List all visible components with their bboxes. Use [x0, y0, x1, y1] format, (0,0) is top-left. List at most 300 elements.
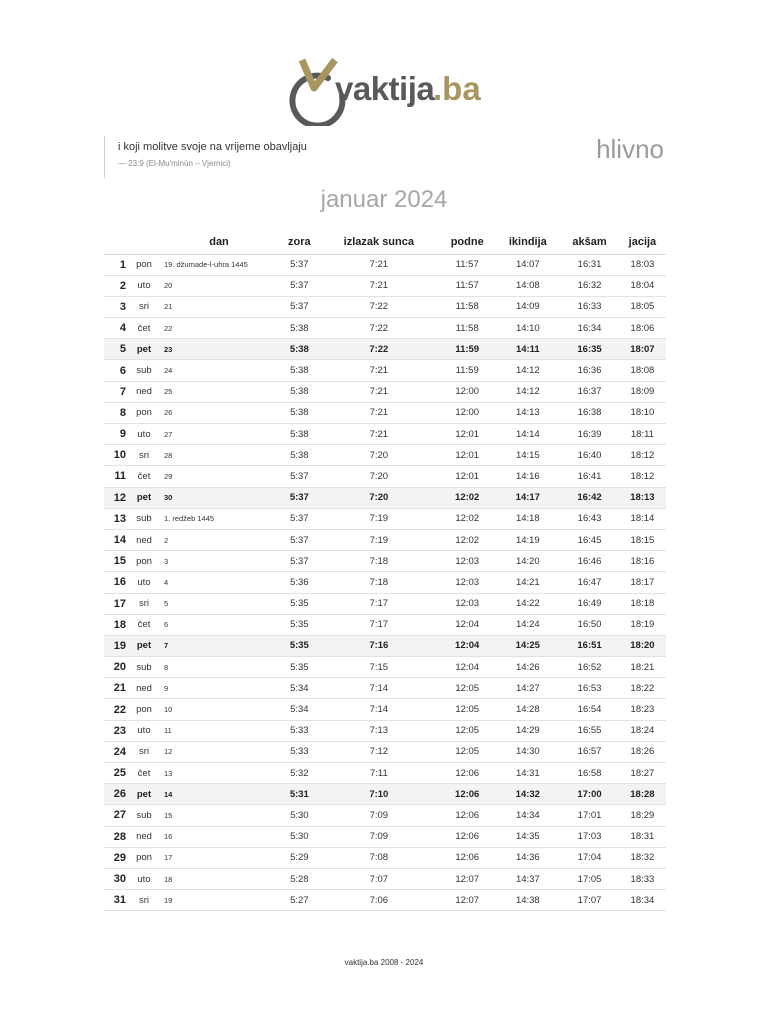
zora-time: 5:37	[280, 275, 319, 296]
vaktija-logo	[288, 56, 488, 126]
ikindija-time: 14:07	[495, 254, 560, 275]
zora-time: 5:30	[280, 805, 319, 826]
podne-time: 12:05	[439, 699, 495, 720]
day-number: 1	[104, 254, 130, 275]
table-row	[104, 720, 666, 741]
ikindija-time: 14:14	[495, 424, 560, 445]
hijri-date: 7	[158, 635, 280, 656]
podne-time: 11:57	[439, 254, 495, 275]
table-row	[104, 296, 666, 317]
weekday: uto	[130, 424, 158, 445]
jacija-time: 18:21	[619, 657, 666, 678]
weekday: čet	[130, 614, 158, 635]
day-number: 4	[104, 318, 130, 339]
ikindija-time: 14:34	[495, 805, 560, 826]
table-row	[104, 699, 666, 720]
ikindija-time: 14:30	[495, 741, 560, 762]
hijri-date: 22	[158, 318, 280, 339]
podne-time: 12:05	[439, 678, 495, 699]
jacija-time: 18:19	[619, 614, 666, 635]
izlazak-time: 7:13	[319, 720, 439, 741]
logo-suffix: .ba	[433, 70, 481, 107]
zora-time: 5:28	[280, 868, 319, 889]
zora-time: 5:31	[280, 784, 319, 805]
weekday: pet	[130, 635, 158, 656]
izlazak-time: 7:22	[319, 296, 439, 317]
zora-time: 5:37	[280, 296, 319, 317]
table-row	[104, 847, 666, 868]
table-row	[104, 275, 666, 296]
ikindija-time: 14:12	[495, 381, 560, 402]
ikindija-time: 14:19	[495, 529, 560, 550]
ikindija-time: 14:12	[495, 360, 560, 381]
hijri-date: 5	[158, 593, 280, 614]
aksam-time: 16:43	[560, 508, 619, 529]
weekday: ned	[130, 529, 158, 550]
ikindija-time: 14:09	[495, 296, 560, 317]
aksam-time: 16:52	[560, 657, 619, 678]
table-row	[104, 678, 666, 699]
hijri-date: 6	[158, 614, 280, 635]
table-row	[104, 657, 666, 678]
izlazak-time: 7:21	[319, 402, 439, 423]
ikindija-time: 14:16	[495, 466, 560, 487]
izlazak-time: 7:08	[319, 847, 439, 868]
zora-time: 5:35	[280, 657, 319, 678]
ikindija-time: 14:36	[495, 847, 560, 868]
aksam-time: 16:53	[560, 678, 619, 699]
weekday: sri	[130, 445, 158, 466]
podne-time: 12:02	[439, 508, 495, 529]
header-jacija: jacija	[619, 230, 666, 254]
hijri-date: 23	[158, 339, 280, 360]
ikindija-time: 14:25	[495, 635, 560, 656]
hijri-date: 21	[158, 296, 280, 317]
weekday: pet	[130, 784, 158, 805]
izlazak-time: 7:14	[319, 678, 439, 699]
table-row	[104, 635, 666, 656]
ikindija-time: 14:21	[495, 572, 560, 593]
table-row	[104, 763, 666, 784]
zora-time: 5:37	[280, 254, 319, 275]
table-row	[104, 487, 666, 508]
hijri-date: 12	[158, 741, 280, 762]
table-row	[104, 741, 666, 762]
zora-time: 5:33	[280, 741, 319, 762]
jacija-time: 18:18	[619, 593, 666, 614]
day-number: 13	[104, 508, 130, 529]
podne-time: 12:00	[439, 381, 495, 402]
jacija-time: 18:05	[619, 296, 666, 317]
zora-time: 5:35	[280, 635, 319, 656]
weekday: čet	[130, 763, 158, 784]
aksam-time: 17:00	[560, 784, 619, 805]
zora-time: 5:37	[280, 466, 319, 487]
ikindija-time: 14:29	[495, 720, 560, 741]
jacija-time: 18:26	[619, 741, 666, 762]
table-row	[104, 805, 666, 826]
zora-time: 5:38	[280, 402, 319, 423]
podne-time: 12:05	[439, 741, 495, 762]
aksam-time: 16:58	[560, 763, 619, 784]
hijri-date: 19. džumade-l-uhra 1445	[158, 254, 280, 275]
day-number: 18	[104, 614, 130, 635]
table-row	[104, 445, 666, 466]
aksam-time: 17:03	[560, 826, 619, 847]
day-number: 28	[104, 826, 130, 847]
podne-time: 11:57	[439, 275, 495, 296]
ikindija-time: 14:38	[495, 890, 560, 911]
izlazak-time: 7:18	[319, 572, 439, 593]
izlazak-time: 7:19	[319, 529, 439, 550]
weekday: sub	[130, 805, 158, 826]
jacija-time: 18:03	[619, 254, 666, 275]
weekday: sub	[130, 508, 158, 529]
day-number: 8	[104, 402, 130, 423]
day-number: 30	[104, 868, 130, 889]
day-number: 26	[104, 784, 130, 805]
table-row	[104, 339, 666, 360]
izlazak-time: 7:17	[319, 593, 439, 614]
day-number: 24	[104, 741, 130, 762]
hijri-date: 8	[158, 657, 280, 678]
hijri-date: 1. redžeb 1445	[158, 508, 280, 529]
table-row	[104, 402, 666, 423]
header-dan: dan	[158, 230, 280, 254]
header-day-number	[104, 230, 130, 254]
ikindija-time: 14:10	[495, 318, 560, 339]
aksam-time: 16:38	[560, 402, 619, 423]
hijri-date: 19	[158, 890, 280, 911]
ikindija-time: 14:27	[495, 678, 560, 699]
header-izlazak: izlazak sunca	[319, 230, 439, 254]
aksam-time: 16:45	[560, 529, 619, 550]
hijri-date: 13	[158, 763, 280, 784]
day-number: 16	[104, 572, 130, 593]
izlazak-time: 7:21	[319, 275, 439, 296]
zora-time: 5:34	[280, 678, 319, 699]
ikindija-time: 14:22	[495, 593, 560, 614]
jacija-time: 18:17	[619, 572, 666, 593]
table-row	[104, 890, 666, 911]
zora-time: 5:37	[280, 508, 319, 529]
hijri-date: 30	[158, 487, 280, 508]
aksam-time: 16:37	[560, 381, 619, 402]
weekday: ned	[130, 678, 158, 699]
podne-time: 12:03	[439, 572, 495, 593]
header-aksam: akšam	[560, 230, 619, 254]
podne-time: 11:59	[439, 339, 495, 360]
podne-time: 12:04	[439, 614, 495, 635]
weekday: sub	[130, 657, 158, 678]
day-number: 19	[104, 635, 130, 656]
jacija-time: 18:06	[619, 318, 666, 339]
quote-block	[104, 136, 307, 178]
zora-time: 5:37	[280, 551, 319, 572]
weekday: pon	[130, 551, 158, 572]
table-row	[104, 318, 666, 339]
day-number: 31	[104, 890, 130, 911]
jacija-time: 18:08	[619, 360, 666, 381]
podne-time: 12:06	[439, 784, 495, 805]
weekday: pet	[130, 487, 158, 508]
day-number: 12	[104, 487, 130, 508]
ikindija-time: 14:08	[495, 275, 560, 296]
podne-time: 12:07	[439, 868, 495, 889]
jacija-time: 18:28	[619, 784, 666, 805]
table-row	[104, 593, 666, 614]
podne-time: 12:06	[439, 826, 495, 847]
podne-time: 12:04	[439, 657, 495, 678]
hijri-date: 28	[158, 445, 280, 466]
izlazak-time: 7:15	[319, 657, 439, 678]
table-row	[104, 826, 666, 847]
izlazak-time: 7:16	[319, 635, 439, 656]
ikindija-time: 14:18	[495, 508, 560, 529]
quote-source: — 23:9 (El-Mu'minūn – Vjernici)	[118, 159, 231, 168]
hijri-date: 10	[158, 699, 280, 720]
jacija-time: 18:27	[619, 763, 666, 784]
logo-wordmark: vaktija	[335, 70, 435, 107]
aksam-time: 16:46	[560, 551, 619, 572]
footer-text: vaktija.ba 2008 - 2024	[344, 958, 424, 967]
zora-time: 5:36	[280, 572, 319, 593]
zora-time: 5:32	[280, 763, 319, 784]
ikindija-time: 14:31	[495, 763, 560, 784]
hijri-date: 2	[158, 529, 280, 550]
izlazak-time: 7:14	[319, 699, 439, 720]
zora-time: 5:38	[280, 424, 319, 445]
ikindija-time: 14:37	[495, 868, 560, 889]
table-row	[104, 466, 666, 487]
hijri-date: 3	[158, 551, 280, 572]
izlazak-time: 7:20	[319, 487, 439, 508]
jacija-time: 18:20	[619, 635, 666, 656]
podne-time: 12:00	[439, 402, 495, 423]
jacija-time: 18:10	[619, 402, 666, 423]
table-header-row	[104, 230, 666, 254]
hijri-date: 9	[158, 678, 280, 699]
zora-time: 5:37	[280, 529, 319, 550]
weekday: sri	[130, 890, 158, 911]
zora-time: 5:27	[280, 890, 319, 911]
table-row	[104, 784, 666, 805]
weekday: uto	[130, 720, 158, 741]
zora-time: 5:38	[280, 445, 319, 466]
day-number: 21	[104, 678, 130, 699]
table-body	[104, 254, 666, 911]
header-podne: podne	[439, 230, 495, 254]
day-number: 6	[104, 360, 130, 381]
hijri-date: 16	[158, 826, 280, 847]
podne-time: 12:06	[439, 847, 495, 868]
izlazak-time: 7:09	[319, 826, 439, 847]
podne-time: 12:01	[439, 466, 495, 487]
jacija-time: 18:31	[619, 826, 666, 847]
table-row	[104, 424, 666, 445]
table-row	[104, 254, 666, 275]
izlazak-time: 7:18	[319, 551, 439, 572]
day-number: 17	[104, 593, 130, 614]
weekday: uto	[130, 572, 158, 593]
podne-time: 11:58	[439, 296, 495, 317]
aksam-time: 16:54	[560, 699, 619, 720]
jacija-time: 18:09	[619, 381, 666, 402]
hijri-date: 25	[158, 381, 280, 402]
zora-time: 5:38	[280, 339, 319, 360]
day-number: 15	[104, 551, 130, 572]
podne-time: 12:02	[439, 487, 495, 508]
weekday: uto	[130, 868, 158, 889]
hijri-date: 27	[158, 424, 280, 445]
zora-time: 5:33	[280, 720, 319, 741]
aksam-time: 16:36	[560, 360, 619, 381]
jacija-time: 18:12	[619, 466, 666, 487]
city-name: hlivno	[596, 134, 664, 164]
hijri-date: 17	[158, 847, 280, 868]
zora-time: 5:38	[280, 381, 319, 402]
ikindija-time: 14:35	[495, 826, 560, 847]
weekday: sri	[130, 296, 158, 317]
aksam-time: 16:41	[560, 466, 619, 487]
podne-time: 11:58	[439, 318, 495, 339]
table-row	[104, 529, 666, 550]
day-number: 7	[104, 381, 130, 402]
table-row	[104, 360, 666, 381]
weekday: čet	[130, 466, 158, 487]
izlazak-time: 7:22	[319, 339, 439, 360]
jacija-time: 18:12	[619, 445, 666, 466]
zora-time: 5:35	[280, 614, 319, 635]
jacija-time: 18:32	[619, 847, 666, 868]
ikindija-time: 14:24	[495, 614, 560, 635]
podne-time: 12:05	[439, 720, 495, 741]
izlazak-time: 7:10	[319, 784, 439, 805]
weekday: čet	[130, 318, 158, 339]
izlazak-time: 7:19	[319, 508, 439, 529]
table-row	[104, 868, 666, 889]
table-row	[104, 381, 666, 402]
hijri-date: 15	[158, 805, 280, 826]
izlazak-time: 7:21	[319, 254, 439, 275]
day-number: 25	[104, 763, 130, 784]
weekday: pon	[130, 254, 158, 275]
aksam-time: 16:42	[560, 487, 619, 508]
izlazak-time: 7:12	[319, 741, 439, 762]
aksam-time: 16:55	[560, 720, 619, 741]
ikindija-time: 14:17	[495, 487, 560, 508]
jacija-time: 18:22	[619, 678, 666, 699]
izlazak-time: 7:11	[319, 763, 439, 784]
header-ikindija: ikindija	[495, 230, 560, 254]
aksam-time: 17:01	[560, 805, 619, 826]
podne-time: 12:04	[439, 635, 495, 656]
aksam-time: 17:07	[560, 890, 619, 911]
podne-time: 12:06	[439, 805, 495, 826]
podne-time: 12:01	[439, 445, 495, 466]
day-number: 14	[104, 529, 130, 550]
weekday: pon	[130, 402, 158, 423]
podne-time: 12:06	[439, 763, 495, 784]
izlazak-time: 7:22	[319, 318, 439, 339]
header-zora: zora	[280, 230, 319, 254]
weekday: sri	[130, 741, 158, 762]
jacija-time: 18:04	[619, 275, 666, 296]
hijri-date: 11	[158, 720, 280, 741]
weekday: uto	[130, 275, 158, 296]
podne-time: 12:02	[439, 529, 495, 550]
day-number: 27	[104, 805, 130, 826]
aksam-time: 16:40	[560, 445, 619, 466]
izlazak-time: 7:21	[319, 381, 439, 402]
podne-time: 11:59	[439, 360, 495, 381]
izlazak-time: 7:21	[319, 360, 439, 381]
hijri-date: 26	[158, 402, 280, 423]
hijri-date: 29	[158, 466, 280, 487]
weekday: pon	[130, 847, 158, 868]
aksam-time: 16:50	[560, 614, 619, 635]
header-weekday	[130, 230, 158, 254]
ikindija-time: 14:28	[495, 699, 560, 720]
ikindija-time: 14:26	[495, 657, 560, 678]
weekday: ned	[130, 381, 158, 402]
month-title: januar 2024	[320, 186, 448, 213]
day-number: 3	[104, 296, 130, 317]
table-row	[104, 508, 666, 529]
weekday: ned	[130, 826, 158, 847]
jacija-time: 18:33	[619, 868, 666, 889]
day-number: 5	[104, 339, 130, 360]
jacija-time: 18:23	[619, 699, 666, 720]
izlazak-time: 7:09	[319, 805, 439, 826]
aksam-time: 16:32	[560, 275, 619, 296]
hijri-date: 14	[158, 784, 280, 805]
day-number: 20	[104, 657, 130, 678]
zora-time: 5:30	[280, 826, 319, 847]
jacija-time: 18:16	[619, 551, 666, 572]
day-number: 10	[104, 445, 130, 466]
weekday: sub	[130, 360, 158, 381]
podne-time: 12:01	[439, 424, 495, 445]
podne-time: 12:03	[439, 593, 495, 614]
jacija-time: 18:34	[619, 890, 666, 911]
izlazak-time: 7:20	[319, 466, 439, 487]
jacija-time: 18:29	[619, 805, 666, 826]
quote-text: i koji molitve svoje na vrijeme obavljaju	[118, 141, 307, 153]
izlazak-time: 7:07	[319, 868, 439, 889]
table-row	[104, 551, 666, 572]
podne-time: 12:03	[439, 551, 495, 572]
zora-time: 5:38	[280, 318, 319, 339]
aksam-time: 17:05	[560, 868, 619, 889]
zora-time: 5:37	[280, 487, 319, 508]
zora-time: 5:35	[280, 593, 319, 614]
jacija-time: 18:15	[619, 529, 666, 550]
jacija-time: 18:07	[619, 339, 666, 360]
izlazak-time: 7:17	[319, 614, 439, 635]
jacija-time: 18:24	[619, 720, 666, 741]
day-number: 23	[104, 720, 130, 741]
jacija-time: 18:11	[619, 424, 666, 445]
aksam-time: 17:04	[560, 847, 619, 868]
aksam-time: 16:31	[560, 254, 619, 275]
day-number: 9	[104, 424, 130, 445]
weekday: sri	[130, 593, 158, 614]
izlazak-time: 7:20	[319, 445, 439, 466]
hijri-date: 18	[158, 868, 280, 889]
aksam-time: 16:49	[560, 593, 619, 614]
aksam-time: 16:35	[560, 339, 619, 360]
